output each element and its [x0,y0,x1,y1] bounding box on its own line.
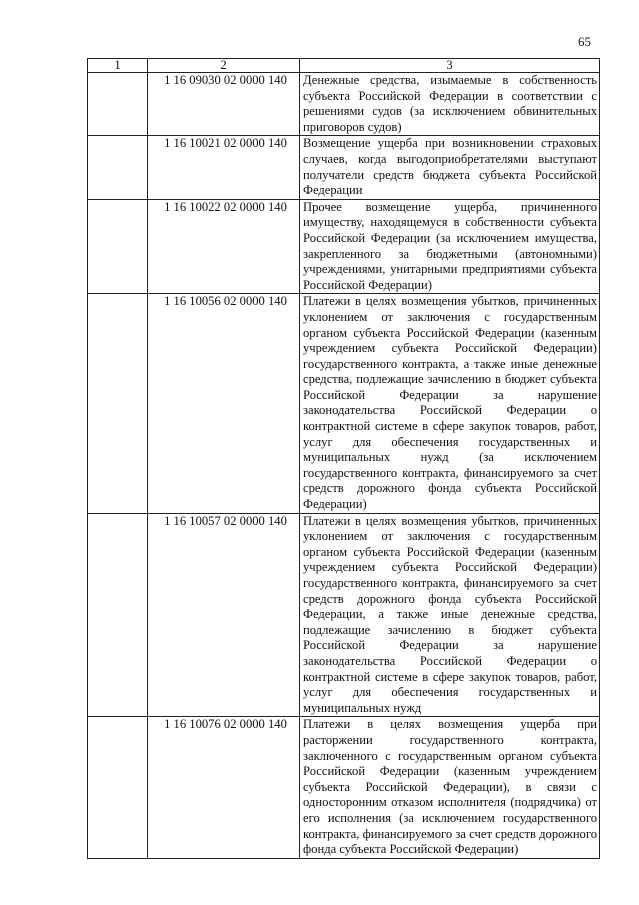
description-cell: Возмещение ущерба при возникновении страховых случаев, когда выгодоприобретателями выступают получатели средств бюджета субъекта Российской Федерации [300,136,600,199]
revenue-code-cell: 1 16 10057 02 0000 140 [148,513,300,717]
row-number-cell [88,513,148,717]
table-row [88,136,600,199]
column-header-3: 3 [300,59,600,73]
table-row [88,199,600,294]
table-row [88,294,600,513]
description-cell: Платежи в целях возмещения убытков, причиненных уклонением от заключения с государственным органом субъекта Российской Федерации (казенным учреждением субъекта Российской Федерации) государственного контракта, а также иные денежные средства, подлежащие зачислению в бюджет субъекта Российской Федерации за нарушение законодательства Российской Федерации о контрактной системе в сфере закупок товаров, работ, услуг для обеспечения государственных и муниципальных нужд (за исключением государственного контракта, финансируемого за счет средств дорожного фонда субъекта Российской Федерации) [300,294,600,513]
column-header-2: 2 [148,59,300,73]
column-header-1: 1 [88,59,148,73]
row-number-cell [88,199,148,294]
row-number-cell [88,136,148,199]
table-row [88,717,600,858]
page-number: 65 [578,34,591,49]
table-row [88,73,600,136]
revenue-code-cell: 1 16 10022 02 0000 140 [148,199,300,294]
table-header-row [88,59,600,73]
table-row [88,513,600,717]
revenue-code-cell: 1 16 10021 02 0000 140 [148,136,300,199]
description-cell: Платежи в целях возмещения убытков, причиненных уклонением от заключения с государственным органом субъекта Российской Федерации (казенным учреждением субъекта Российской Федерации) государственного контракта, финансируемого за счет средств дорожного фонда субъекта Российской Федерации, а также иные денежные средства, подлежащие зачислению в бюджет субъекта Российской Федерации за нарушение законодательства Российской Федерации о контрактной системе в сфере закупок товаров, работ, услуг для обеспечения государственных и муниципальных нужд [300,513,600,717]
revenue-code-cell: 1 16 09030 02 0000 140 [148,73,300,136]
revenue-code-cell: 1 16 10056 02 0000 140 [148,294,300,513]
row-number-cell [88,73,148,136]
description-cell: Прочее возмещение ущерба, причиненного имуществу, находящемуся в собственности субъекта Российской Федерации (за исключением имущества, закрепленного за бюджетными (автономными) учреждениями, унитарными предприятиями субъекта Российской Федерации) [300,199,600,294]
row-number-cell [88,717,148,858]
description-cell: Денежные средства, изымаемые в собственность субъекта Российской Федерации в соответствии с решениями судов (за исключением обвинительных приговоров судов) [300,73,600,136]
revenue-codes-table [87,58,600,859]
row-number-cell [88,294,148,513]
revenue-code-cell: 1 16 10076 02 0000 140 [148,717,300,858]
description-cell: Платежи в целях возмещения ущерба при расторжении государственного контракта, заключенного с государственным органом субъекта Российской Федерации (казенным учреждением субъекта Российской Федерации), в связи с односторонним отказом исполнителя (подрядчика) от его исполнения (за исключением государственного контракта, финансируемого за счет средств дорожного фонда субъекта Российской Федерации) [300,717,600,858]
